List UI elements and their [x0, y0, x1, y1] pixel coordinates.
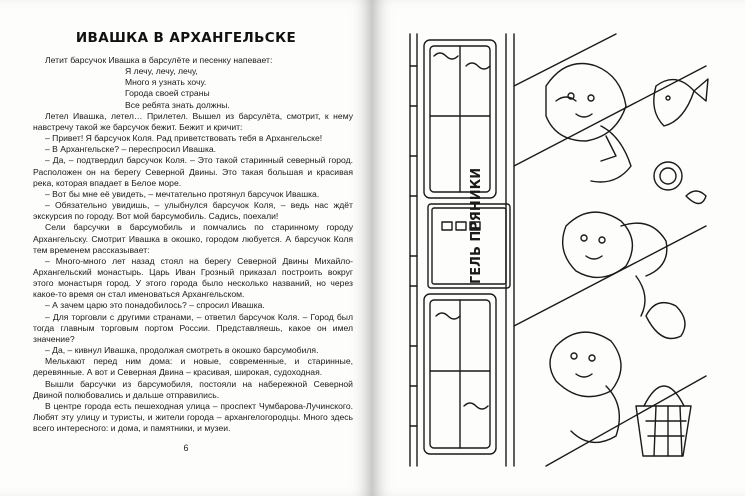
paragraph: – В Архангельске? – переспросил Ивашка. — [45, 144, 217, 155]
paragraph: – Много-много лет назад стоял на берегу Северной Двины Михайло-Архангельский монастырь. Царь Иван Грозный приказал построить вокруг этого монастыря город. У этого города было несколько названий, но через какое-то время он стал именоваться Архангельском. — [33, 255, 353, 300]
paragraph: Сели барсучки в барсумобиль и помчались по старинному городу Архангельску. Смотрит Ивашка в окошко, городом любуется. А барсучок Коля тем временем рассказывает: — [33, 222, 353, 255]
paragraph: – Вот бы мне её увидеть, – мечтательно протянул барсучок Ивашка. — [45, 188, 320, 199]
poem-line: Все ребята знать должны. — [125, 99, 230, 110]
left-page — [0, 0, 372, 496]
counter-shelf — [506, 34, 706, 466]
paragraph: – Для торговли с другими странами, – ответил барсучок Коля. – Город был тогда главным торговым портом России. Представляешь, какое он имел значение? — [33, 311, 353, 344]
badger-ivashka — [563, 212, 667, 316]
right-page — [372, 0, 745, 496]
paragraph: Мелькают перед ним дома: и новые, современные, и старинные, деревянные. А вот и Северная Двина – красивая, широкая, судоходная. — [33, 356, 353, 378]
poem-line: Города своей страны — [125, 88, 210, 99]
paragraph: – А зачем царю это понадобилось? – спросил Ивашка. — [45, 300, 265, 311]
shop-window-top — [424, 40, 496, 198]
shop-window-bottom — [424, 294, 496, 454]
badger-shopkeeper — [546, 64, 631, 183]
paragraph: В центре города есть пешеходная улица – проспект Чумбарова-Лучинского. Любят эту улицу и туристы, и жители города – архангелогородцы. Много здесь всего интересного: и дома, и памятники, и музеи. — [33, 400, 353, 434]
paragraph: – Да, – подтвердил барсучок Коля. – Это такой старинный северный город. Расположен он на берегу Северной Двины. Это такая большая и красивая река, которая впадает в Белое море. — [33, 155, 353, 188]
paragraph: – Да, – кивнул Ивашка, продолжая смотреть в окошко барсумобиля. — [45, 345, 319, 356]
paragraph: – Обязательно увидишь, – улыбнулся барсучок Коля, – ведь нас ждёт экскурсия по городу. Вот мой барсумобиль. Садись, поехали! — [33, 200, 353, 222]
page-number: 6 — [183, 443, 189, 453]
paragraph: Вышли барсучки из барсумобиля, постояли на набережной Северной Двиной полюбовались и дальше отправились. — [33, 378, 353, 400]
badger-kolya — [550, 332, 621, 442]
poem-line: Много я узнать хочу. — [125, 77, 207, 88]
gingerbread-cookies — [646, 162, 706, 339]
sign-lettering: ГЕЛЬ ПРЯНИКИ — [469, 167, 484, 284]
paragraph: Летел Ивашка, летел… Прилетел. Вышел из барсулёта, смотрит, к нему навстречу такой же барсучок бежит. Бежит и кричит: — [33, 110, 353, 132]
fish-sign — [654, 79, 708, 126]
paragraph: Летит барсучок Ивашка в барсулёте и песенку напевает: — [45, 55, 273, 65]
coloring-illustration — [406, 26, 716, 471]
left-border-pole — [410, 34, 417, 466]
paragraph: – Привет! Я барсучок Коля. Рад приветствовать тебя в Архангельске! — [45, 133, 323, 144]
poem-line: Я лечу, лечу, лечу, — [125, 66, 198, 77]
basket — [636, 386, 691, 456]
chapter-title: ИВАШКА В АРХАНГЕЛЬСКЕ — [75, 30, 297, 46]
story-text — [33, 55, 353, 434]
